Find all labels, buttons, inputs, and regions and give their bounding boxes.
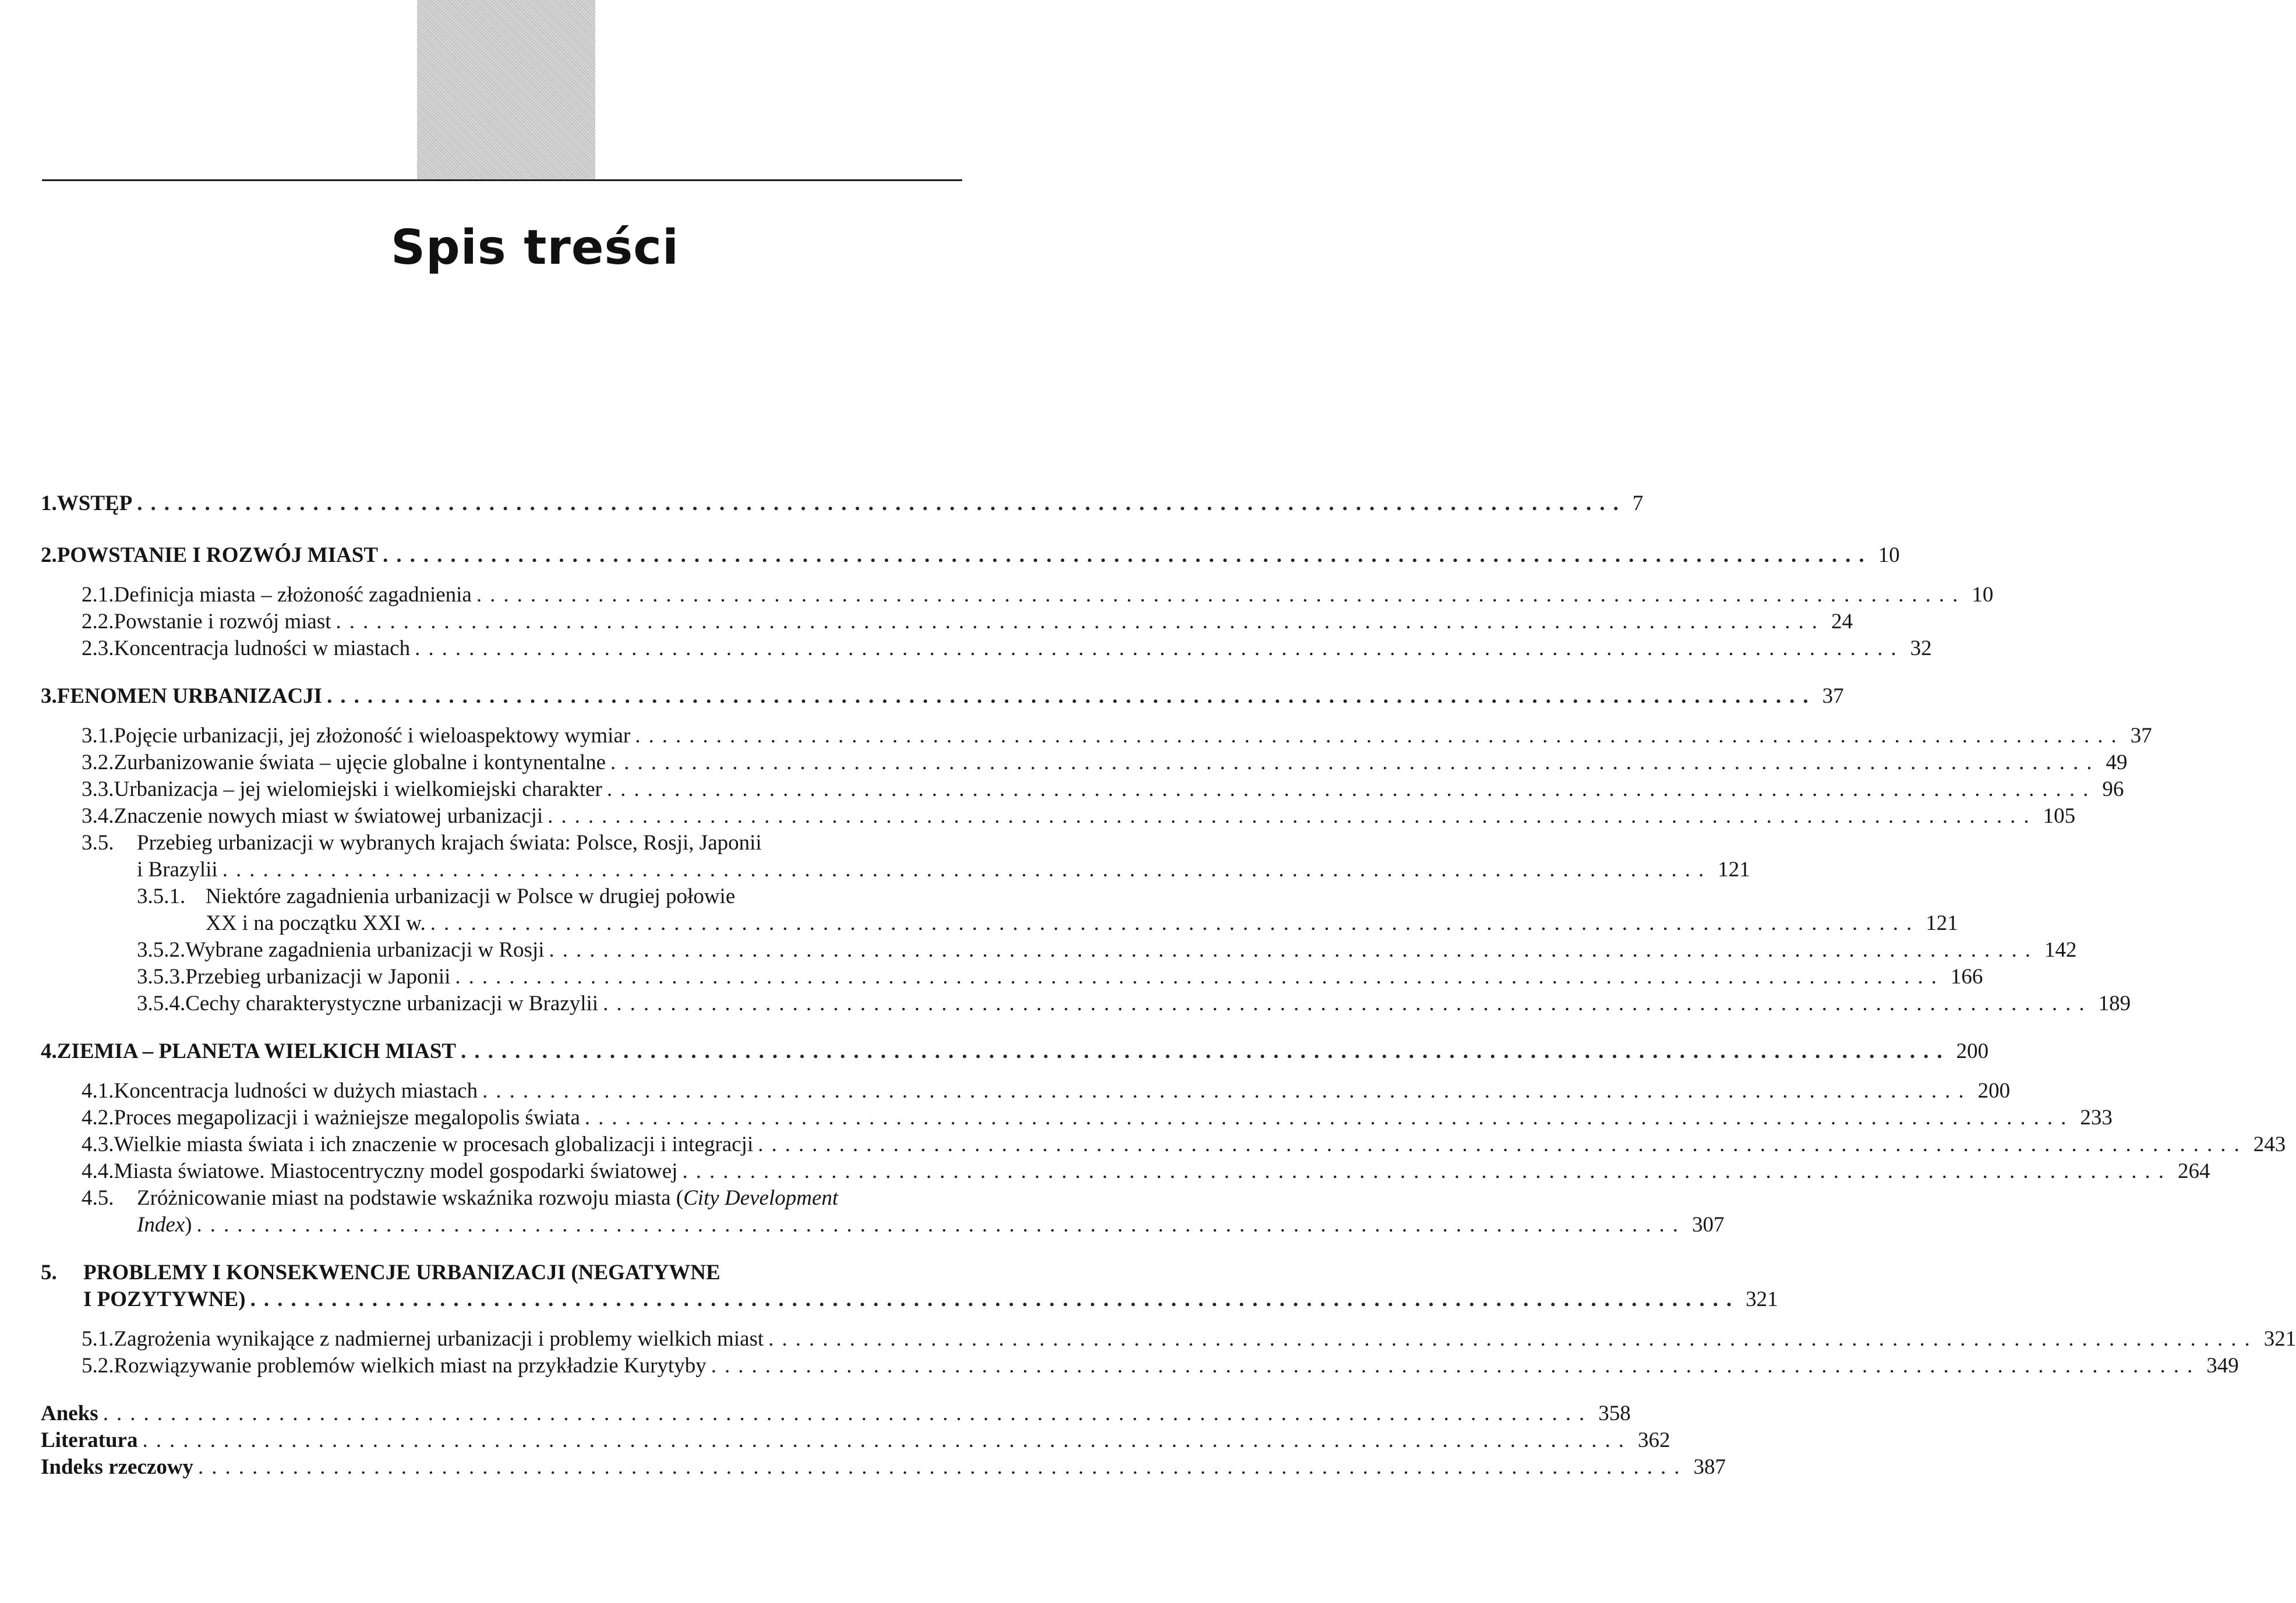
leader-dots: .............................................................................................................. [103, 1402, 1593, 1425]
toc-page: 10 [1878, 543, 1900, 567]
leader-dots: .............................................................................................................. [383, 543, 1873, 567]
leader-dots: .............................................................................................................. [635, 724, 2125, 748]
leader-dots: .............................................................................................................. [250, 1287, 1740, 1311]
leader-dots: .............................................................................................................. [222, 858, 1712, 882]
leader-dots: .............................................................................................................. [142, 1428, 1632, 1452]
leader-dots: .............................................................................................................. [610, 751, 2100, 774]
leader-dots: .............................................................................................................. [758, 1133, 2248, 1156]
leader-dots: .............................................................................................................. [415, 636, 1905, 660]
table-of-contents: 1. WSTĘP .............................................................................................................. 7 2. POWSTANIE I ROZWÓJ MIAST .............................................................................................................. 10 2.1. Definicja miasta – złożoność zagadnienia .............................................................................................................. 10 2.2. Powstanie i rozwój miast .............................................................................................................. 24 2.3. Koncentracja ludności w miastach .............................................................................................................. 32 3. FENOMEN URBANIZACJI .............................................................................................................. 37 3.1. Pojęcie urbanizacji, jej złożoność i wieloaspektowy wymiar .............................................................................................................. 37 3.2. Zurbanizowanie świata – ujęcie globalne i kontynentalne .............................................................................................................. 49 3.3. Urbanizacja – jej wielomiejski i wielkomiejski charakter .............................................................................................................. 96 3.4. Znaczenie nowych miast w światowej urbanizacji .............................................................................................................. 105 3.5. Przebieg urbanizacji w wybranych krajach świata: Polsce, Rosji, Japonii i Brazylii .............................................................................................................. 121 3.5.1. Niektóre zagadnienia urbanizacji w Polsce w drugiej połowie XX i na początku XXI w. .............................................................................................................. 121 3.5.2. Wybrane zagadnienia urbanizacji w Rosji .............................................................................................................. 142 3.5.3. Przebieg urbanizacji w Japonii .............................................................................................................. 166 3.5.4. Cechy charakterystyczne urbanizacji w Brazylii .............................................................................................................. 189 4. ZIEMIA – PLANETA WIELKICH MIAST .............................................................................................................. 200 4.1. Koncentracja ludności w dużych miastach .............................................................................................................. 200 4.2. Proces megapolizacji i ważniejsze megalopolis świata .............................................................................................................. 233 4.3. Wielkie miasta świata i ich znaczenie w procesach globalizacji i integracji .............................................................................................................. 243 4.4. Miasta światowe. Miastocentryczny model gospodarki światowej .............................................................................................................. 264 4.5. Zróżnicowanie miast na podstawie wskaźnika rozwoju miasta (City Development Index) .............................................................................................................. 307 5. PROBLEMY I KONSEKWENCJE URBANIZACJI (NEGATYWNE I POZYTYWNE) .............................................................................................................. 321 5.1. Zagrożenia wynikające z nadmiernej urbanizacji i problemy wielkich miast .............................................................................................................. 321 5.2. Rozwiązywanie problemów wielkich miast na przykładzie Kurytyby .............................................................................................................. 349 Aneks .............................................................................................................. 358 Literatura .............................................................................................................. 362 Indeks rzeczowy .............................................................................................................. 387 [0, 0, 1070, 1603]
leader-dots: .............................................................................................................. [430, 911, 1920, 935]
leader-dots: .............................................................................................................. [603, 992, 2093, 1015]
leader-dots: .............................................................................................................. [327, 684, 1817, 708]
toc-page: 7 [1632, 491, 1644, 515]
leader-dots: .............................................................................................................. [547, 804, 2037, 828]
leader-dots: .............................................................................................................. [768, 1327, 2258, 1351]
leader-dots: .............................................................................................................. [711, 1354, 2201, 1378]
leader-dots: .............................................................................................................. [682, 1159, 2172, 1183]
leader-dots: .............................................................................................................. [549, 938, 2039, 962]
leader-dots: .............................................................................................................. [482, 1079, 1972, 1103]
toc-label: WSTĘP [56, 491, 133, 515]
leader-dots: .............................................................................................................. [476, 583, 1966, 607]
leader-dots: .............................................................................................................. [198, 1455, 1688, 1479]
leader-dots: .............................................................................................................. [196, 1213, 1686, 1237]
toc-label: POWSTANIE I ROZWÓJ MIAST [56, 543, 379, 567]
leader-dots: .............................................................................................................. [584, 1106, 2075, 1130]
leader-dots: .............................................................................................................. [455, 965, 1945, 989]
leader-dots: .............................................................................................................. [335, 610, 1826, 634]
leader-dots: .............................................................................................................. [461, 1039, 1951, 1063]
page-title: Spis treści [391, 220, 679, 275]
leader-dots: .............................................................................................................. [606, 777, 2097, 801]
leader-dots: .............................................................................................................. [137, 491, 1627, 515]
